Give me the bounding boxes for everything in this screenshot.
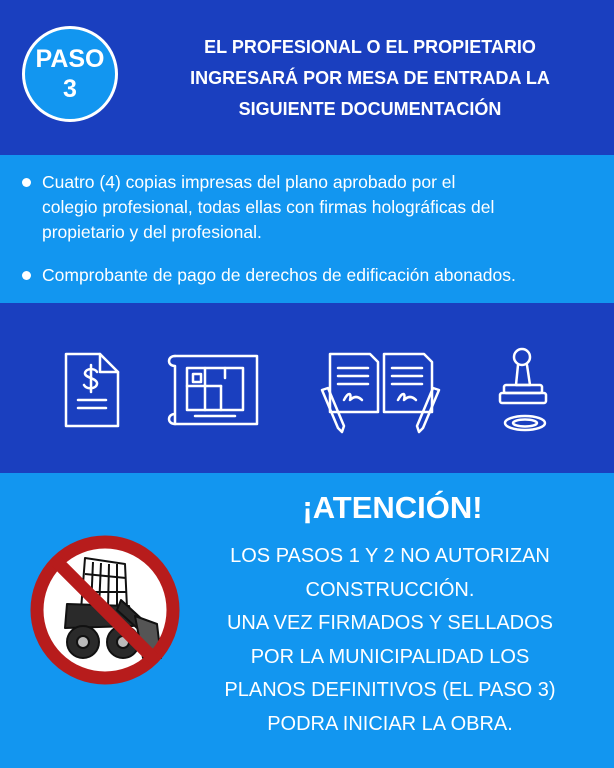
attention-message — [190, 540, 590, 741]
attention-line: POR LA MUNICIPALIDAD LOS — [250, 645, 530, 668]
attention-line: PODRA INICIAR LA OBRA. — [267, 712, 513, 735]
bullet-icon — [22, 271, 31, 280]
step-title-line: INGRESARÁ POR MESA DE ENTRADA LA — [190, 68, 550, 88]
attention-title: ¡ATENCIÓN! — [302, 490, 483, 525]
step-title — [150, 32, 590, 125]
list-item-line: Cuatro (4) copias impresas del plano aprobado por el — [42, 172, 456, 192]
signed-documents-icon — [318, 348, 443, 438]
step-badge-label: PASO — [35, 45, 105, 73]
attention-line: LOS PASOS 1 Y 2 NO AUTORIZAN — [230, 545, 550, 567]
step-badge — [22, 26, 118, 122]
stamp-icon — [490, 345, 560, 435]
step-title-line: SIGUIENTE DOCUMENTACIÓN — [238, 99, 502, 119]
step-title-line: EL PROFESIONAL O EL PROPIETARIO — [204, 37, 536, 57]
payment-document-icon — [62, 350, 122, 430]
blueprint-plans-icon — [165, 350, 265, 430]
attention-line: CONSTRUCCIÓN. — [305, 578, 475, 601]
no-construction-machine-icon — [25, 530, 185, 690]
bullet-icon — [22, 178, 31, 187]
list-item-line: colegio profesional, todas ellas con firmas holográficas del — [42, 197, 495, 217]
step-badge-number: 3 — [63, 75, 77, 103]
attention-line: PLANOS DEFINITIVOS (EL PASO 3) — [224, 679, 556, 701]
list-item-line: Comprobante de pago de derechos de edificación abonados. — [42, 265, 516, 285]
list-item-line: propietario y del profesional. — [42, 222, 262, 242]
attention-line: UNA VEZ FIRMADOS Y SELLADOS — [226, 612, 554, 634]
